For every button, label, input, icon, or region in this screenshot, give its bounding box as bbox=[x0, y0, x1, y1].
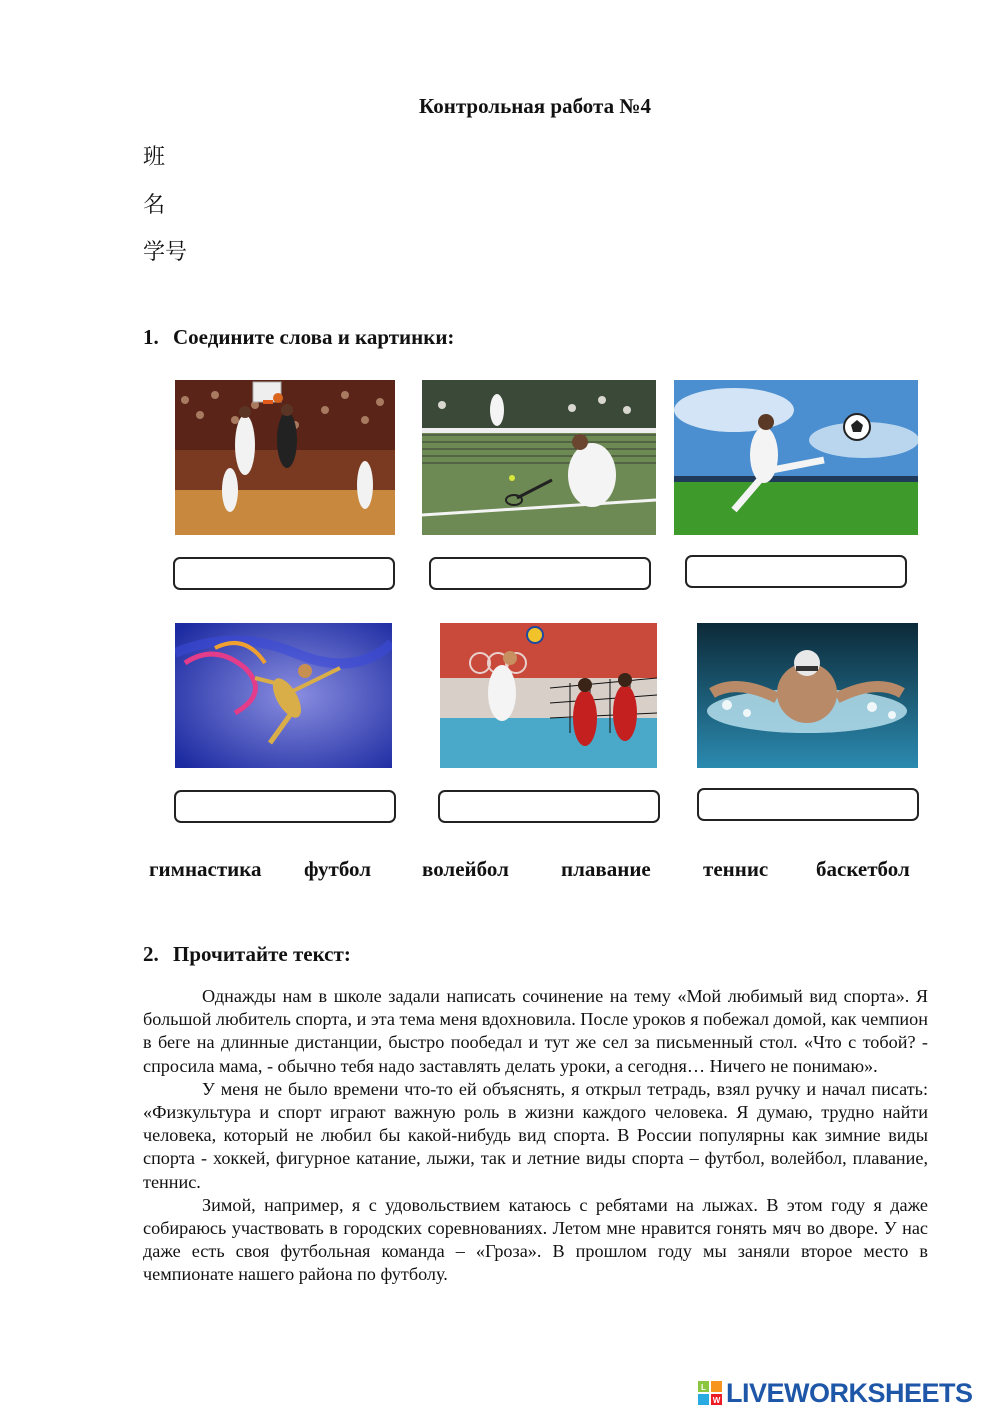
football-photo bbox=[674, 380, 918, 535]
task1-heading bbox=[143, 325, 454, 350]
swimming-photo bbox=[697, 623, 918, 768]
word-gymnastics: гимнастика bbox=[149, 857, 262, 881]
answer-box-basketball[interactable] bbox=[173, 557, 395, 590]
liveworksheets-logo-icon bbox=[698, 1381, 722, 1405]
tennis-photo bbox=[422, 380, 656, 535]
word-swimming: плавание bbox=[561, 857, 651, 881]
answer-box-football[interactable] bbox=[685, 555, 907, 588]
task2-number: 2. bbox=[143, 942, 159, 966]
word-bank bbox=[0, 857, 1000, 887]
svg-text:W: W bbox=[712, 1396, 721, 1405]
task2-heading bbox=[143, 942, 351, 967]
word-football: футбол bbox=[304, 857, 372, 881]
reading-paragraph-1: Однажды нам в школе задали написать сочинение на тему «Мой любимый вид спорта». Я большой любитель спорта, и эта тема меня вдохновила. После уроков я побежал домой, как чемпион в беге на длинные дистанции, быстро пообедал и тут же сел за письменный стол. «Что с тобой? - спросила мама, - обычно тебя надо заставлять делать уроки, а сегодня… Ничего не понимаю». bbox=[143, 986, 928, 1076]
task1-number: 1. bbox=[143, 325, 159, 349]
liveworksheets-logo bbox=[698, 1378, 973, 1408]
volleyball-photo bbox=[440, 623, 657, 768]
liveworksheets-logo-text: LIVEWORKSHEETS bbox=[726, 1377, 973, 1408]
basketball-photo bbox=[175, 380, 395, 535]
task2-title: Прочитайте текст: bbox=[173, 942, 351, 966]
word-volleyball: волейбол bbox=[422, 857, 509, 881]
word-tennis: теннис bbox=[703, 857, 769, 881]
svg-text:L: L bbox=[701, 1383, 706, 1392]
answer-box-gymnastics[interactable] bbox=[174, 790, 396, 823]
student-number-label: 学号 bbox=[143, 240, 188, 265]
answer-box-swimming[interactable] bbox=[697, 788, 919, 821]
class-label: 班 bbox=[143, 145, 166, 170]
reading-text bbox=[143, 985, 928, 1287]
word-basketball: баскетбол bbox=[816, 857, 910, 881]
reading-paragraph-3: Зимой, например, я с удовольствием катаюсь с ребятами на лыжах. В этом году я даже собираюсь участвовать в городских соревнованиях. Летом мне нравится гонять мяч во дворе. У нас даже есть своя футбольная команда – «Гроза». В прошлом году мы заняли второе место в чемпионате нашего района по футболу. bbox=[143, 1194, 928, 1285]
answer-box-volleyball[interactable] bbox=[438, 790, 660, 823]
worksheet-title: Контрольная работа №4 bbox=[419, 94, 651, 118]
task1-title: Соедините слова и картинки: bbox=[173, 325, 455, 349]
gymnastics-photo bbox=[175, 623, 392, 768]
answer-box-tennis[interactable] bbox=[429, 557, 651, 590]
name-label: 名 bbox=[143, 193, 166, 218]
reading-paragraph-2: У меня не было времени что-то ей объяснять, я открыл тетрадь, взял ручку и начал писать: «Физкультура и спорт играют важную роль в жизни каждого человека. Я думаю, трудно найти человека, который не любил бы какой-нибудь вид спорта. В России популярны как зимние виды спорта - хоккей, фигурное катание, лыжи, так и летние виды спорта – футбол, волейбол, плавание, теннис. bbox=[143, 1078, 928, 1192]
